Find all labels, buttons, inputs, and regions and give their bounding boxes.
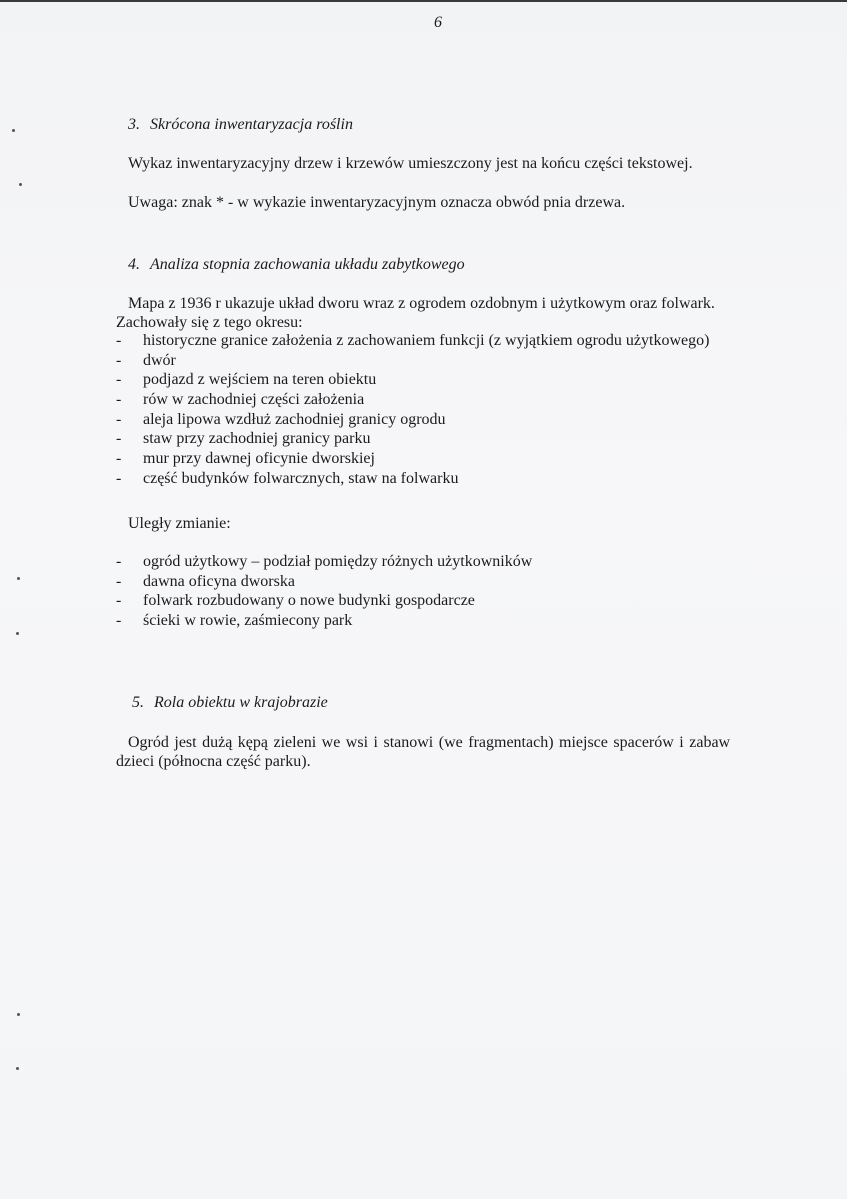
list-item: - historyczne granice założenia z zachowaniem funkcji (z wyjątkiem ogrodu użytkowego) bbox=[116, 331, 709, 351]
section-5-line-2: dzieci (północna część parku). bbox=[116, 753, 311, 770]
section-3-paragraph-2: Uwaga: znak * - w wykazie inwentaryzacyjnym oznacza obwód pnia drzewa. bbox=[128, 194, 626, 211]
section-4-number: 4. bbox=[128, 256, 140, 273]
preserved-elements-list bbox=[116, 331, 709, 489]
section-5-heading bbox=[132, 694, 328, 712]
section-5-number: 5. bbox=[132, 694, 144, 711]
scan-speck bbox=[19, 183, 22, 186]
section-4-heading bbox=[128, 256, 465, 274]
list-item: - ścieki w rowie, zaśmiecony park bbox=[116, 611, 532, 631]
list-item: - mur przy dawnej oficynie dworskiej bbox=[116, 449, 709, 469]
scan-speck bbox=[17, 577, 20, 580]
scan-speck bbox=[12, 129, 15, 132]
scan-speck bbox=[16, 1067, 19, 1070]
list-item: - część budynków folwarcznych, staw na folwarku bbox=[116, 469, 709, 489]
list-item: - staw przy zachodniej granicy parku bbox=[116, 429, 709, 449]
list-item: - rów w zachodniej części założenia bbox=[116, 390, 709, 410]
section-5-line-1: Ogród jest dużą kępą zieleni we wsi i stanowi (we fragmentach) miejsce spacerów i zabaw bbox=[128, 734, 731, 751]
section-4-intro-line-1: Mapa z 1936 r ukazuje układ dworu wraz z ogrodem ozdobnym i użytkowym oraz folwark. bbox=[128, 295, 715, 312]
section-4-intro-line-2: Zachowały się z tego okresu: bbox=[116, 314, 303, 331]
changed-elements-list bbox=[116, 552, 532, 631]
list-item: - aleja lipowa wzdłuż zachodniej granicy ogrodu bbox=[116, 410, 709, 430]
list-item: - folwark rozbudowany o nowe budynki gospodarcze bbox=[116, 591, 532, 611]
page-number: 6 bbox=[434, 14, 442, 31]
changed-label: Uległy zmianie: bbox=[128, 515, 231, 532]
section-3-number: 3. bbox=[128, 116, 140, 133]
scan-speck bbox=[17, 1013, 20, 1016]
section-5-title: Rola obiektu w krajobrazie bbox=[154, 694, 328, 711]
scan-speck bbox=[16, 632, 19, 635]
list-item: - podjazd z wejściem na teren obiektu bbox=[116, 370, 709, 390]
section-3-heading bbox=[128, 116, 353, 134]
section-3-title: Skrócona inwentaryzacja roślin bbox=[150, 116, 353, 133]
section-4-title: Analiza stopnia zachowania układu zabytkowego bbox=[150, 256, 465, 273]
list-item: - ogród użytkowy – podział pomiędzy różnych użytkowników bbox=[116, 552, 532, 572]
scan-top-edge bbox=[0, 0, 847, 2]
section-3-paragraph-1: Wykaz inwentaryzacyjny drzew i krzewów umieszczony jest na końcu części tekstowej. bbox=[128, 155, 693, 172]
list-item: - dawna oficyna dworska bbox=[116, 572, 532, 592]
list-item: - dwór bbox=[116, 351, 709, 371]
